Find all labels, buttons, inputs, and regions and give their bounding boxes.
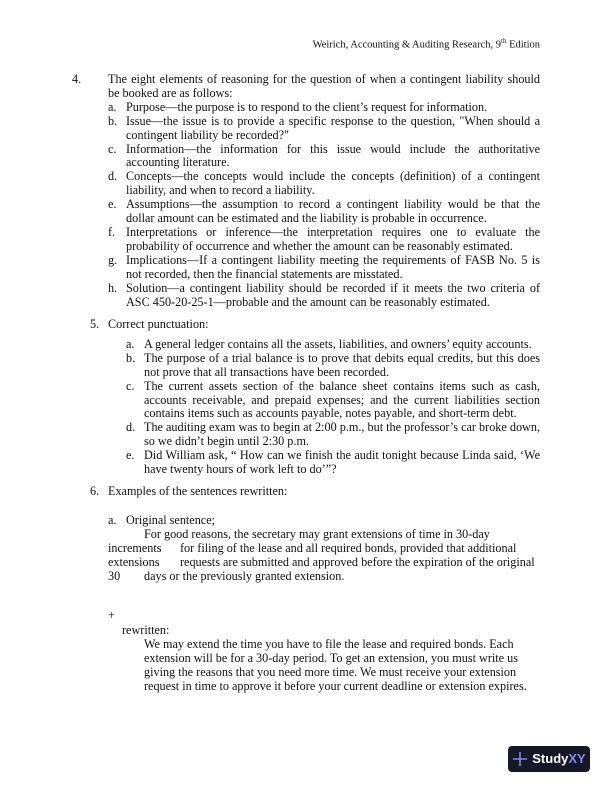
item-text: The purpose of a trial balance is to prove that debits equal credits, but this does not prove that all transactions have been recorded. [144, 350, 540, 379]
q5-block [108, 318, 540, 477]
rewritten-line: We may extend the time you have to file the lease and required bonds. Each [144, 637, 514, 651]
item-text: Purpose—the purpose is to respond to the client’s request for information. [126, 99, 488, 114]
rewritten-line: giving the reasons that you need more time. We must receive your extension [144, 665, 517, 679]
item-letter: d. [126, 420, 136, 435]
q4-block [108, 73, 540, 309]
item-text: Did William ask, “ How can we finish the audit tonight because Linda said, ‘We have twenty hours of work left to do’”? [144, 448, 540, 477]
header-text: Weirich, Accounting & Auditing Research, 9 [312, 39, 501, 51]
item-letter: b. [126, 350, 136, 365]
plus-mark: + [108, 608, 115, 622]
item-letter: h. [108, 280, 118, 295]
list-item [108, 143, 540, 171]
studyxy-badge[interactable] [508, 746, 590, 772]
rewritten-line: request in time to approve it before your current deadline or extension expires. [144, 679, 527, 693]
q5-number: 5. [90, 317, 100, 331]
item-letter: e. [108, 197, 117, 212]
original-line-lead: increments [108, 541, 162, 555]
item-text: Implications—If a contingent liability meeting the requirements of FASB No. 5 is not recorded, then the financial statements are misstated. [126, 252, 540, 281]
header-sup: th [501, 37, 507, 45]
list-item [126, 352, 540, 380]
item-text: Interpretations or inference—the interpretation requires one to evaluate the probability of occurrence and whether the amount can be reasonably estimated. [126, 224, 540, 253]
page-header [313, 35, 540, 52]
q6-title: Examples of the sentences rewritten: [108, 484, 288, 498]
list-item [108, 254, 540, 282]
original-line-lead: extensions [108, 555, 160, 569]
item-text: Information—the information for this issue would include the authoritative accounting literature. [126, 141, 540, 170]
list-item [108, 101, 540, 115]
list-item [126, 338, 540, 352]
rewritten-label: rewritten: [122, 623, 170, 637]
original-line-lead: 30 [108, 569, 121, 583]
plus-icon [512, 751, 528, 767]
list-item [108, 170, 540, 198]
item-letter: d. [108, 169, 118, 184]
item-letter: c. [126, 378, 135, 393]
item-text: The current assets section of the balance sheet contains items such as cash, accounts receivable, and prepaid expenses; and the current liabilities section contains items such as accounts payable, notes payable, and short-term debt. [144, 378, 540, 421]
item-letter: a. [108, 99, 117, 114]
item-text: Issue—the issue is to provide a specific response to the question, "When should a contingent liability be recorded?" [126, 113, 540, 142]
item-text: Solution—a contingent liability should be recorded if it meets the two criteria of ASC 450-20-25-1—probable and the amount can be reasonably estimated. [126, 280, 540, 309]
q6-a-label: Original sentence; [126, 513, 216, 527]
rewritten-line: extension will be for a 30-day period. To get an extension, you must write us [144, 651, 518, 665]
header-text-end: Edition [506, 39, 540, 51]
item-letter: g. [108, 252, 118, 267]
list-item [126, 421, 540, 449]
original-line: For good reasons, the secretary may grant extensions of time in 30-day [144, 527, 490, 541]
item-text: A general ledger contains all the assets, liabilities, and owners’ equity accounts. [144, 336, 532, 351]
list-item [108, 282, 540, 310]
q4-intro: The eight elements of reasoning for the question of when a contingent liability should be booked are as follows: [108, 72, 540, 100]
list-item [126, 380, 540, 422]
item-text: Concepts—the concepts would include the concepts (definition) of a contingent liability, and when to record a liability. [126, 169, 540, 198]
original-line: requests are submitted and approved before the expiration of the original [180, 555, 535, 569]
list-item [108, 226, 540, 254]
q4-number: 4. [72, 72, 82, 86]
item-letter: f. [108, 224, 116, 239]
item-letter: e. [126, 448, 135, 463]
item-text: The auditing exam was to begin at 2:00 p.m., but the professor’s car broke down, so we didn’t begin until 2:30 p.m. [144, 420, 540, 449]
q6-a-letter: a. [108, 513, 117, 527]
original-line: for filing of the lease and all required bonds, provided that additional [180, 541, 517, 555]
list-item [126, 449, 540, 477]
list-item [108, 115, 540, 143]
original-line: days or the previously granted extension. [144, 569, 345, 583]
list-item [108, 198, 540, 226]
q6-number: 6. [90, 484, 100, 498]
item-letter: b. [108, 113, 118, 128]
badge-text-xy: XY [568, 751, 586, 767]
badge-text: Study [532, 751, 569, 767]
q5-title: Correct punctuation: [108, 317, 209, 331]
item-letter: a. [126, 336, 135, 351]
item-text: Assumptions—the assumption to record a contingent liability would be that the dollar amount can be estimated and the liability is probable in occurrence. [126, 197, 540, 226]
item-letter: c. [108, 141, 117, 156]
